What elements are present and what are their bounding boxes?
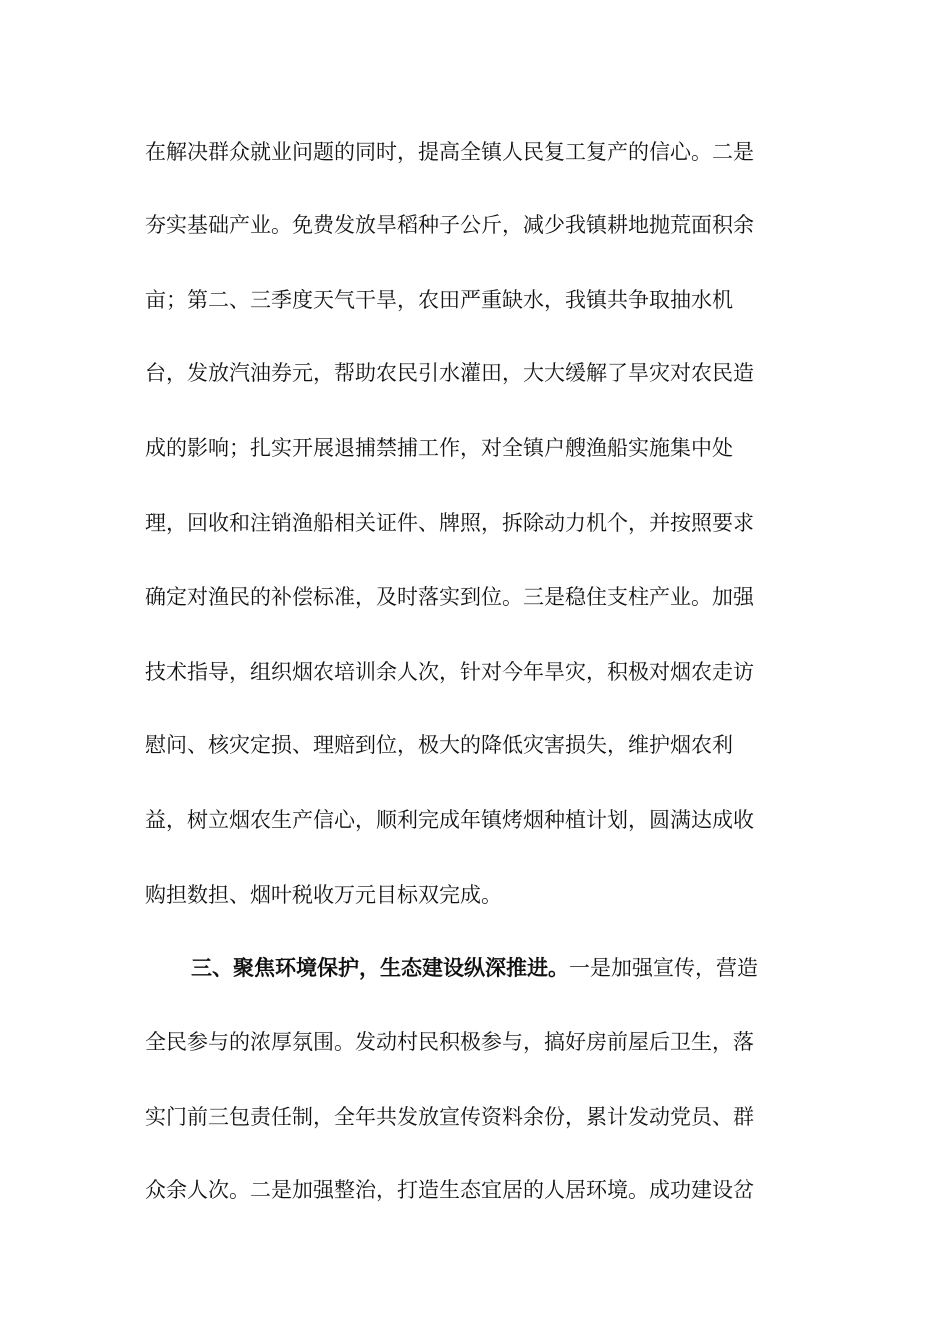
paragraph-line: 台，发放汽油券元，帮助农民引水灌田，大大缓解了旱灾对农民造: [145, 361, 754, 385]
paragraph-line: 理，回收和注销渔船相关证件、牌照，拆除动力机个，并按照要求: [145, 511, 754, 535]
section-heading: 三、聚焦环境保护，生态建设纵深推进。: [191, 955, 569, 980]
paragraph-line: 众余人次。二是加强整治，打造生态宜居的人居环境。成功建设岔: [145, 1178, 754, 1202]
paragraph-text: 一是加强宣传，营造: [569, 956, 758, 980]
paragraph-line: 购担数担、烟叶税收万元目标双完成。: [145, 883, 502, 907]
paragraph-line: 全民参与的浓厚氛围。发动村民积极参与，搞好房前屋后卫生，落: [145, 1030, 754, 1054]
paragraph-line: 确定对渔民的补偿标准，及时落实到位。三是稳住支柱产业。加强: [145, 585, 754, 609]
paragraph-line: 成的影响；扎实开展退捕禁捕工作，对全镇户艘渔船实施集中处: [145, 436, 733, 460]
paragraph-line: 夯实基础产业。免费发放旱稻种子公斤，减少我镇耕地抛荒面积余: [145, 213, 754, 237]
paragraph-line: 慰问、核灾定损、理赔到位，极大的降低灾害损失，维护烟农利: [145, 733, 733, 757]
paragraph-line: 益，树立烟农生产信心，顺利完成年镇烤烟种植计划，圆满达成收: [145, 808, 754, 832]
paragraph-line: 在解决群众就业问题的同时，提高全镇人民复工复产的信心。二是: [145, 140, 754, 164]
paragraph-line: 技术指导，组织烟农培训余人次，针对今年旱灾，积极对烟农走访: [145, 660, 754, 684]
paragraph-line: 亩；第二、三季度天气干旱，农田严重缺水，我镇共争取抽水机: [145, 288, 733, 312]
paragraph-line: 实门前三包责任制，全年共发放宣传资料余份，累计发动党员、群: [145, 1105, 754, 1129]
section-heading-line: [191, 953, 805, 983]
